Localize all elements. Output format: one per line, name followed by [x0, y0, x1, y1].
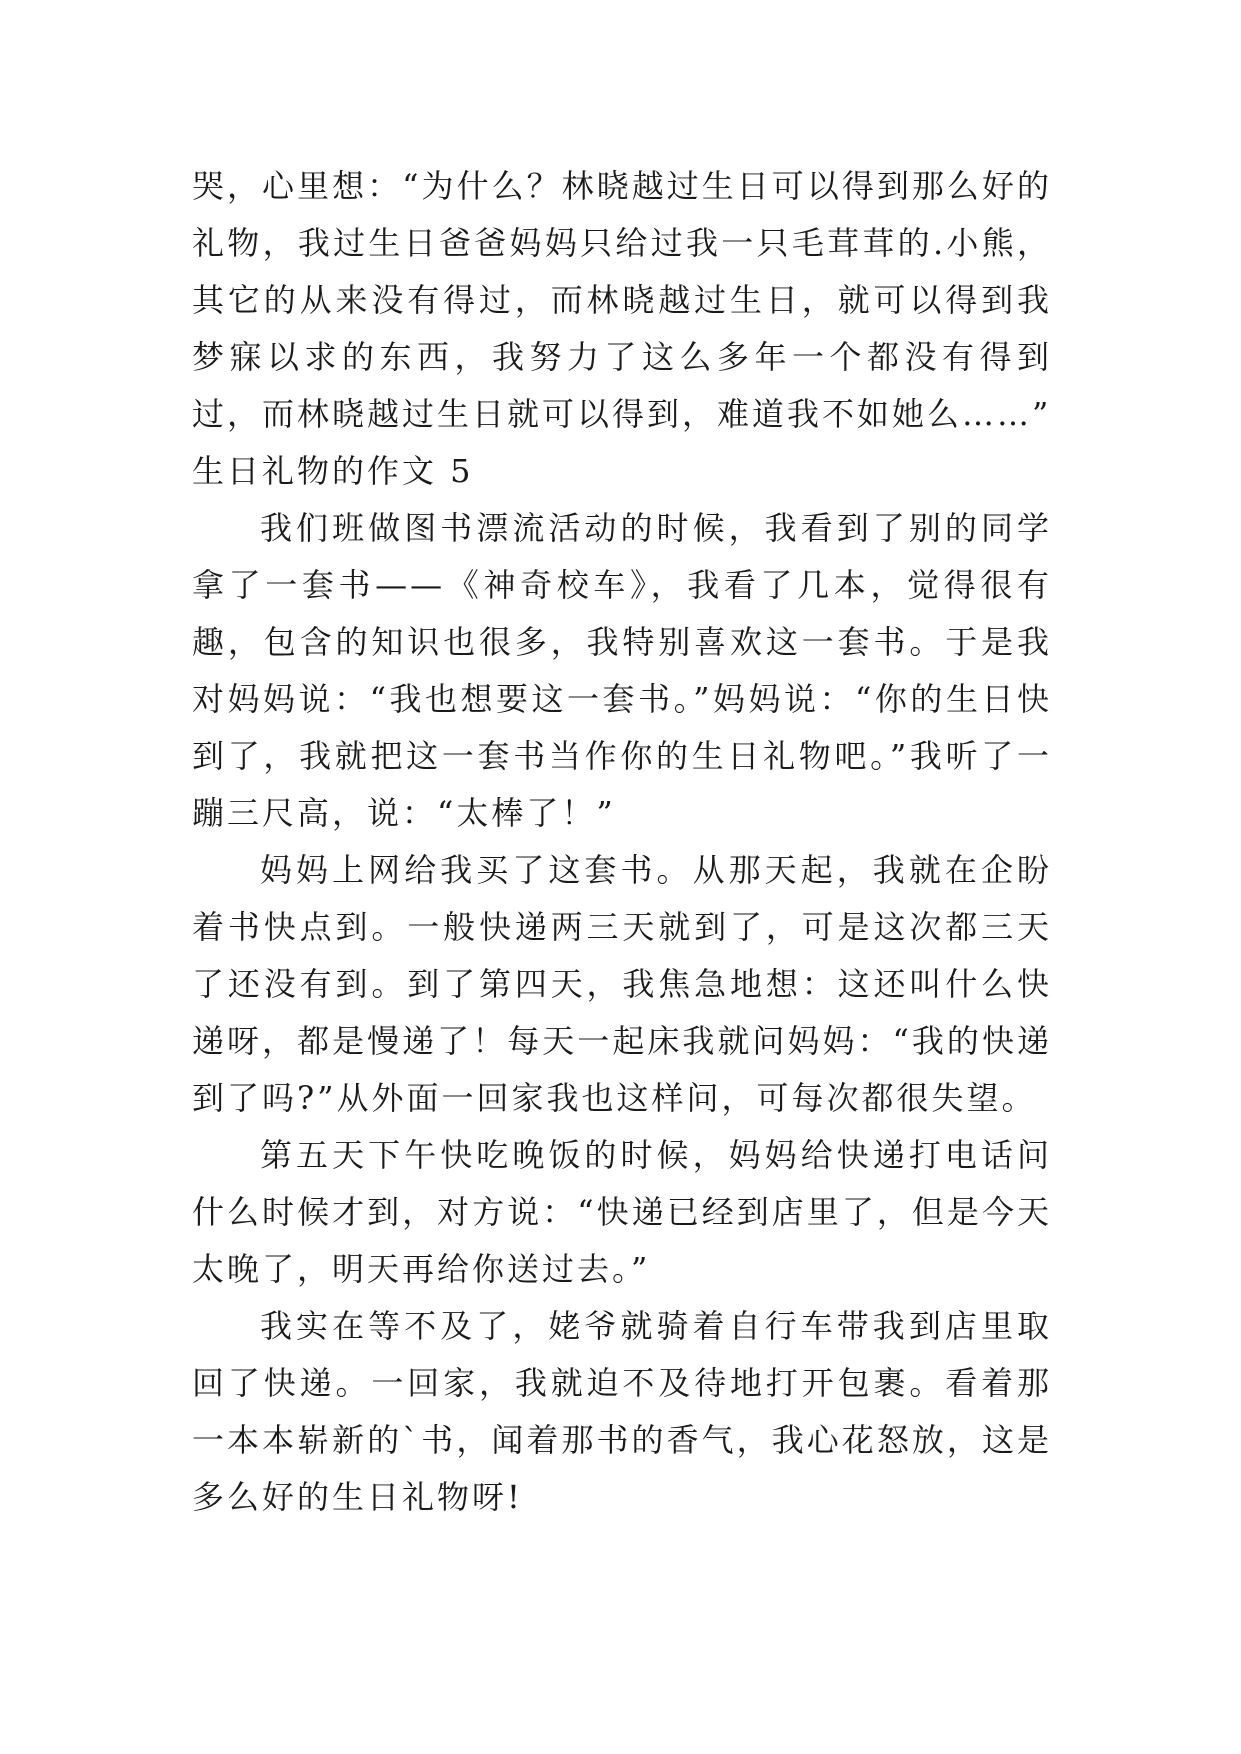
continued-paragraph: 哭，心里想：“为什么？林晓越过生日可以得到那么好的礼物，我过生日爸爸妈妈只给过我一只毛茸茸的.小熊，其它的从来没有得过，而林晓越过生日，就可以得到我梦寐以求的东西，我努力了这么多年一个都没有得到过，而林晓越过生日就可以得到，难道我不如她么……” [192, 167, 1052, 433]
paragraph-1: 我们班做图书漂流活动的时候，我看到了别的同学拿了一套书——《神奇校车》，我看了几本，觉得很有趣，包含的知识也很多，我特别喜欢这一套书。于是我对妈妈说：“我也想要这一套书。”妈妈说：“你的生日快到了，我就把这一套书当作你的生日礼物吧。”我听了一蹦三尺高，说：“太棒了！” [192, 509, 1052, 832]
section-title: 生日礼物的作文 5 [192, 452, 474, 490]
paragraph-3: 第五天下午快吃晚饭的时候，妈妈给快递打电话问什么时候才到，对方说：“快递已经到店里了，但是今天太晚了，明天再给你送过去。” [192, 1136, 1052, 1288]
document-body [192, 158, 1052, 1526]
paragraph-2: 妈妈上网给我买了这套书。从那天起，我就在企盼着书快点到。一般快递两三天就到了，可是这次都三天了还没有到。到了第四天，我焦急地想：这还叫什么快递呀，都是慢递了！每天一起床我就问妈妈：“我的快递到了吗?”从外面一回家我也这样问，可每次都很失望。 [192, 851, 1052, 1117]
paragraph-4: 我实在等不及了，姥爷就骑着自行车带我到店里取回了快递。一回家，我就迫不及待地打开包裹。看着那一本本崭新的`书，闻着那书的香气，我心花怒放，这是多么好的生日礼物呀! [192, 1307, 1052, 1516]
